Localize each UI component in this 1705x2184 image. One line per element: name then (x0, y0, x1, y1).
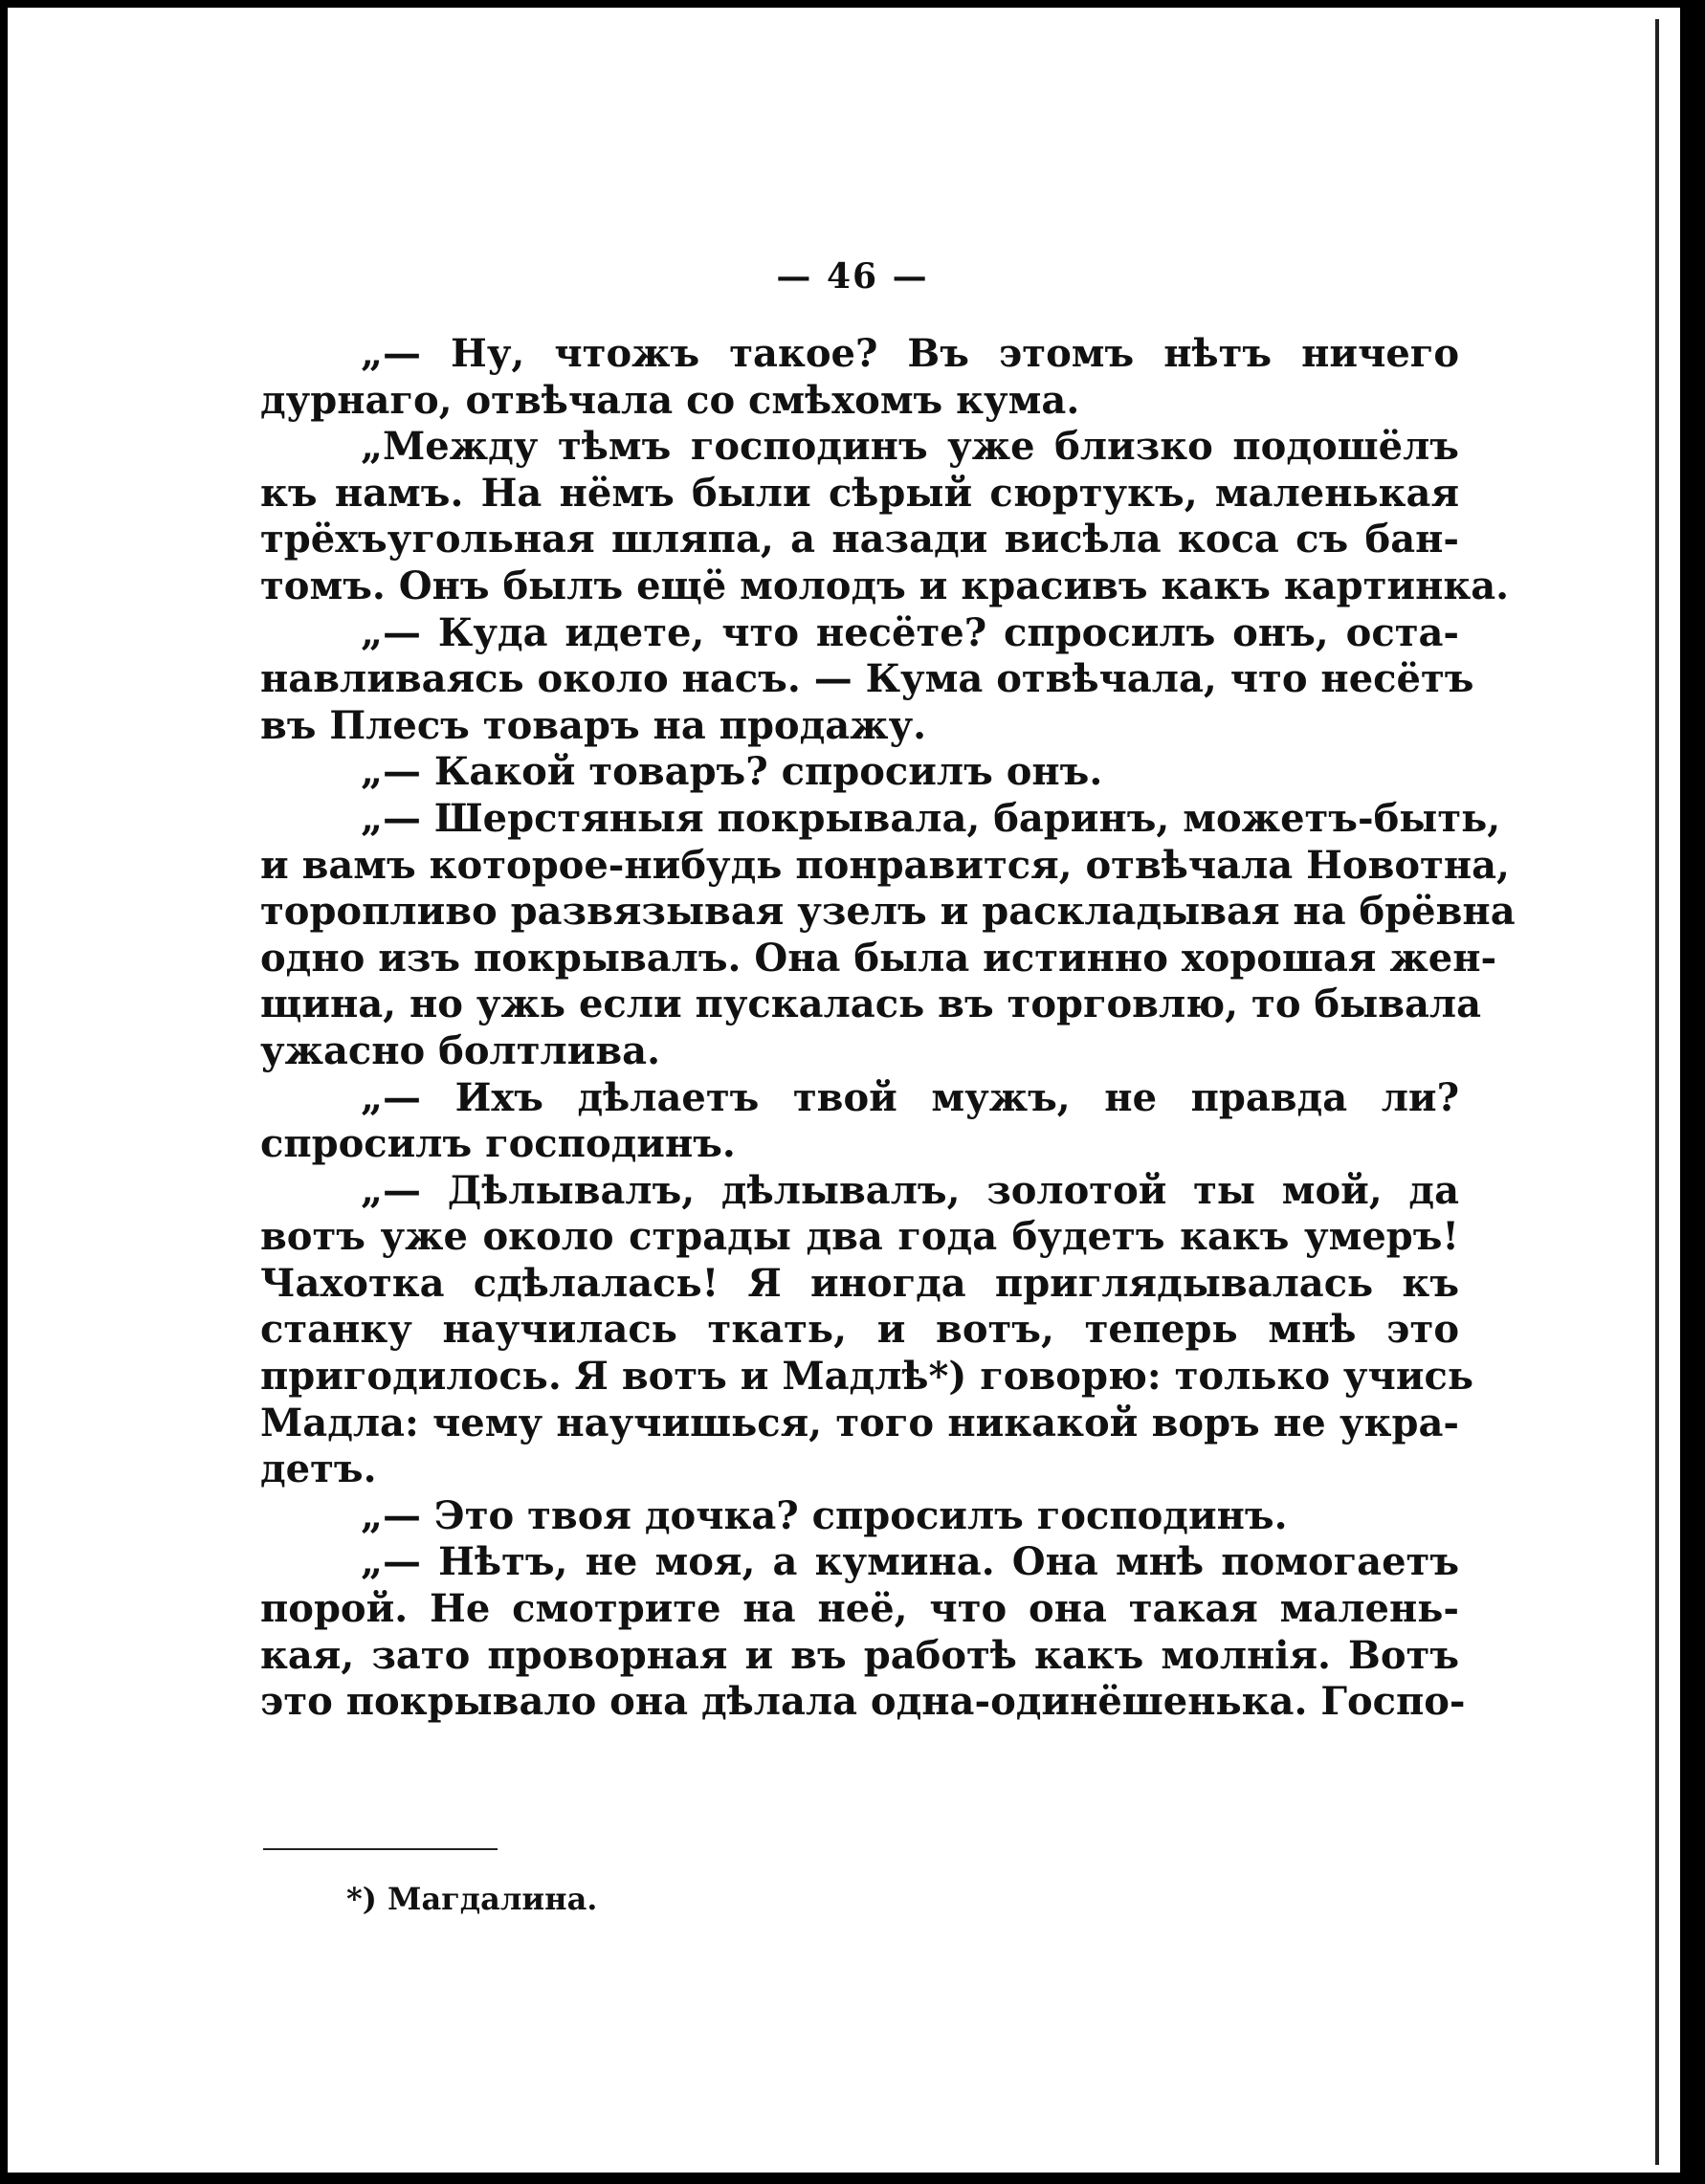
text-line: и вамъ которое-нибудь понравится, отвѣчала Новотна, (260, 842, 1510, 888)
text-line: ужасно болтлива. (260, 1027, 661, 1073)
text-line: „— Какой товаръ? спросилъ онъ. (361, 749, 1103, 795)
text-line: одно изъ покрывалъ. Она была истинно хорошая жен- (260, 935, 1497, 981)
text-line: навливаясь около насъ. — Кума отвѣчала, что несётъ (260, 656, 1474, 702)
text-line: „— Нѣтъ, не моя, а кумина. Она мнѣ помогаетъ (361, 1539, 1459, 1585)
text-line: „— Ихъ дѣлаетъ твой мужъ, не правда ли? (361, 1074, 1459, 1120)
text-line: дурнаго, отвѣчала со смѣхомъ кума. (260, 377, 1080, 423)
text-line: Чахотка сдѣлалась! Я иногда приглядывалась къ (260, 1260, 1459, 1306)
text-line: щина, но ужь если пускалась въ торговлю, то бывала (260, 982, 1482, 1027)
body-text (260, 331, 1516, 1726)
text-line: томъ. Онъ былъ ещё молодъ и красивъ какъ картинка. (260, 563, 1510, 608)
text-line: трёхъугольная шляпа, а назади висѣла коса съ бан- (260, 517, 1459, 563)
text-line: вотъ уже около страды два года будетъ какъ умеръ! (260, 1214, 1459, 1260)
text-line: порой. Не смотрите на неё, что она такая малень- (260, 1586, 1459, 1632)
page-number: — 46 — (776, 256, 929, 297)
text-line: „— Ну, чтожъ такое? Въ этомъ нѣтъ ничего (361, 331, 1459, 376)
page-edge-line (1655, 19, 1659, 2165)
text-line: къ намъ. На нёмъ были сѣрый сюртукъ, маленькая (260, 470, 1459, 516)
text-line: торопливо развязывая узелъ и раскладывая на брёвна (260, 889, 1516, 935)
text-line: Мадла: чему научишься, того никакой воръ не укра- (260, 1400, 1459, 1445)
text-line: станку научилась ткать, и вотъ, теперь мнѣ это (260, 1307, 1459, 1353)
text-line: „Между тѣмъ господинъ уже близко подошёлъ (361, 424, 1459, 470)
text-line: кая, зато проворная и въ работѣ какъ молнія. Вотъ (260, 1632, 1459, 1678)
text-line: „— Шерстяныя покрывала, баринъ, можетъ-быть, (361, 795, 1501, 841)
text-line: детъ. (260, 1446, 377, 1492)
text-line: пригодилось. Я вотъ и Мадлѣ*) говорю: только учись (260, 1354, 1473, 1400)
text-line: „— Дѣлывалъ, дѣлывалъ, золотой ты мой, да (361, 1167, 1459, 1213)
footnote: *) Магдалина. (346, 1881, 598, 1917)
text-line: это покрывало она дѣлала одна-одинёшенька. Госпо- (260, 1679, 1466, 1725)
text-line: „— Куда идете, что несёте? спросилъ онъ, оста- (361, 609, 1459, 655)
text-line: „— Это твоя дочка? спросилъ господинъ. (361, 1492, 1288, 1538)
text-line: въ Плесъ товаръ на продажу. (260, 702, 927, 748)
footnote-rule (263, 1848, 498, 1850)
text-line: спросилъ господинъ. (260, 1121, 736, 1167)
